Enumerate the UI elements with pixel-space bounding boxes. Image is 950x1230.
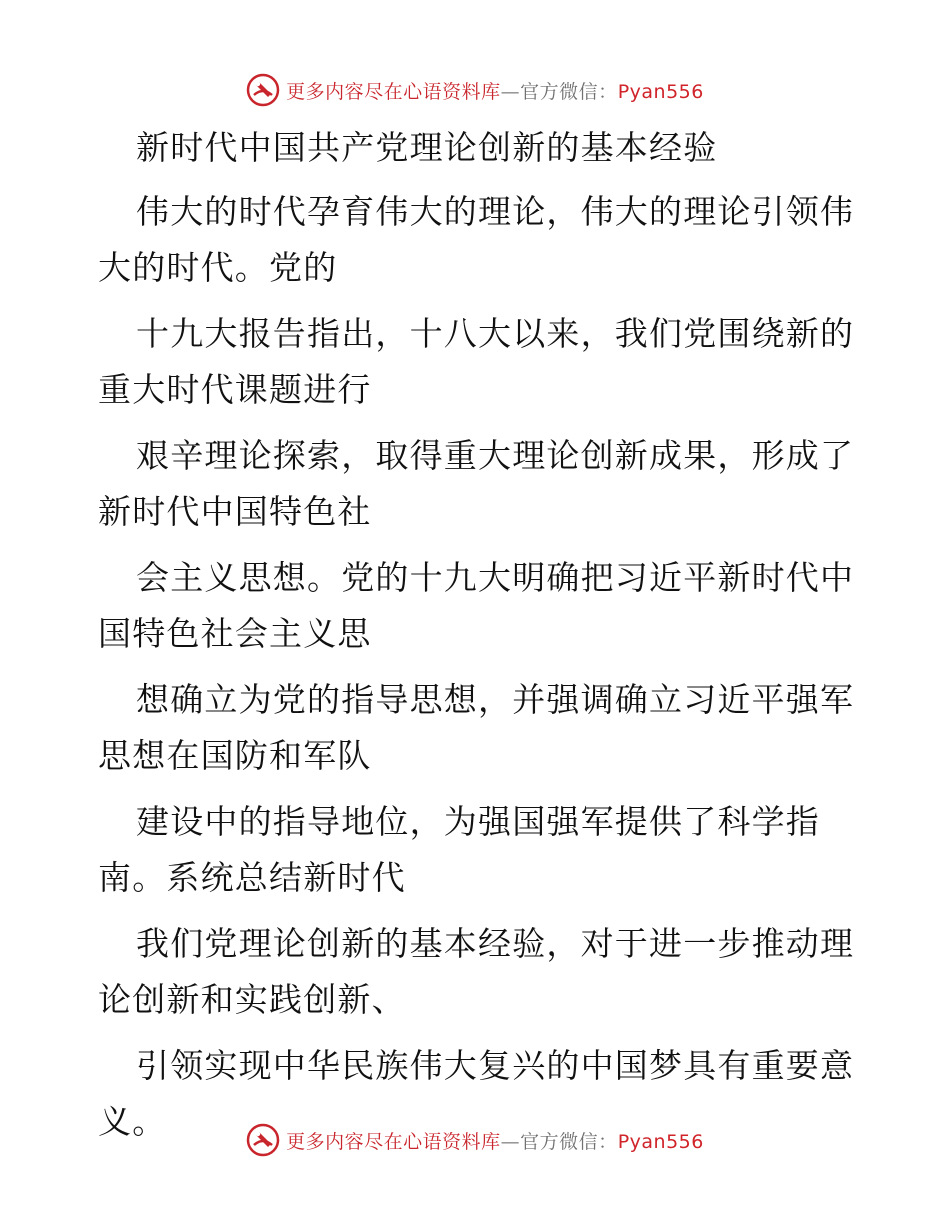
banner-account: Pyan556 xyxy=(617,80,704,103)
book-pen-logo-icon xyxy=(246,1123,280,1157)
paragraph-line: 思想在国防和军队 xyxy=(98,736,372,775)
banner-main-text: 更多内容尽在心语资料库 xyxy=(286,80,501,103)
header-banner xyxy=(0,70,950,110)
paragraph-line: 引领实现中华民族伟大复兴的中国梦具有重要意 xyxy=(136,1046,855,1085)
paragraph-line: 大的时代。党的 xyxy=(98,248,338,287)
paragraph-line: 伟大的时代孕育伟大的理论，伟大的理论引领伟 xyxy=(136,192,855,231)
paragraph xyxy=(98,672,858,784)
paragraph-line: 我们党理论创新的基本经验，对于进一步推动理 xyxy=(136,924,855,963)
paragraph xyxy=(98,794,858,906)
banner-account: Pyan556 xyxy=(617,1130,704,1153)
banner-main-text: 更多内容尽在心语资料库 xyxy=(286,1130,501,1153)
document-title: 新时代中国共产党理论创新的基本经验 xyxy=(136,128,718,167)
paragraph-line: 想确立为党的指导思想，并强调确立习近平强军 xyxy=(136,680,855,719)
paragraph-line: 论创新和实践创新、 xyxy=(98,980,406,1019)
banner-label: 官方微信： xyxy=(520,80,618,103)
paragraph xyxy=(98,550,858,662)
paragraph xyxy=(98,306,858,418)
paragraph-line: 国特色社会主义思 xyxy=(98,614,372,653)
paragraph xyxy=(98,428,858,540)
banner-text xyxy=(286,1127,704,1154)
paragraph xyxy=(98,916,858,1028)
paragraph-line: 重大时代课题进行 xyxy=(98,370,372,409)
banner-dash: — xyxy=(500,80,521,103)
banner-text xyxy=(286,77,704,104)
banner-label: 官方微信： xyxy=(520,1130,618,1153)
paragraph-line: 艰辛理论探索，取得重大理论创新成果，形成了 xyxy=(136,436,855,475)
paragraph-line: 建设中的指导地位，为强国强军提供了科学指 xyxy=(136,802,820,841)
document-body xyxy=(98,120,858,1160)
book-pen-logo-icon xyxy=(246,73,280,107)
paragraph-line: 会主义思想。党的十九大明确把习近平新时代中 xyxy=(136,558,855,597)
paragraph-line: 南。系统总结新时代 xyxy=(98,858,406,897)
banner-dash: — xyxy=(500,1130,521,1153)
footer-banner xyxy=(0,1120,950,1160)
paragraph-line: 义。 xyxy=(98,1102,167,1141)
paragraph-line: 十九大报告指出，十八大以来，我们党围绕新的 xyxy=(136,314,855,353)
paragraph xyxy=(98,184,858,296)
paragraph-line: 新时代中国特色社 xyxy=(98,492,372,531)
